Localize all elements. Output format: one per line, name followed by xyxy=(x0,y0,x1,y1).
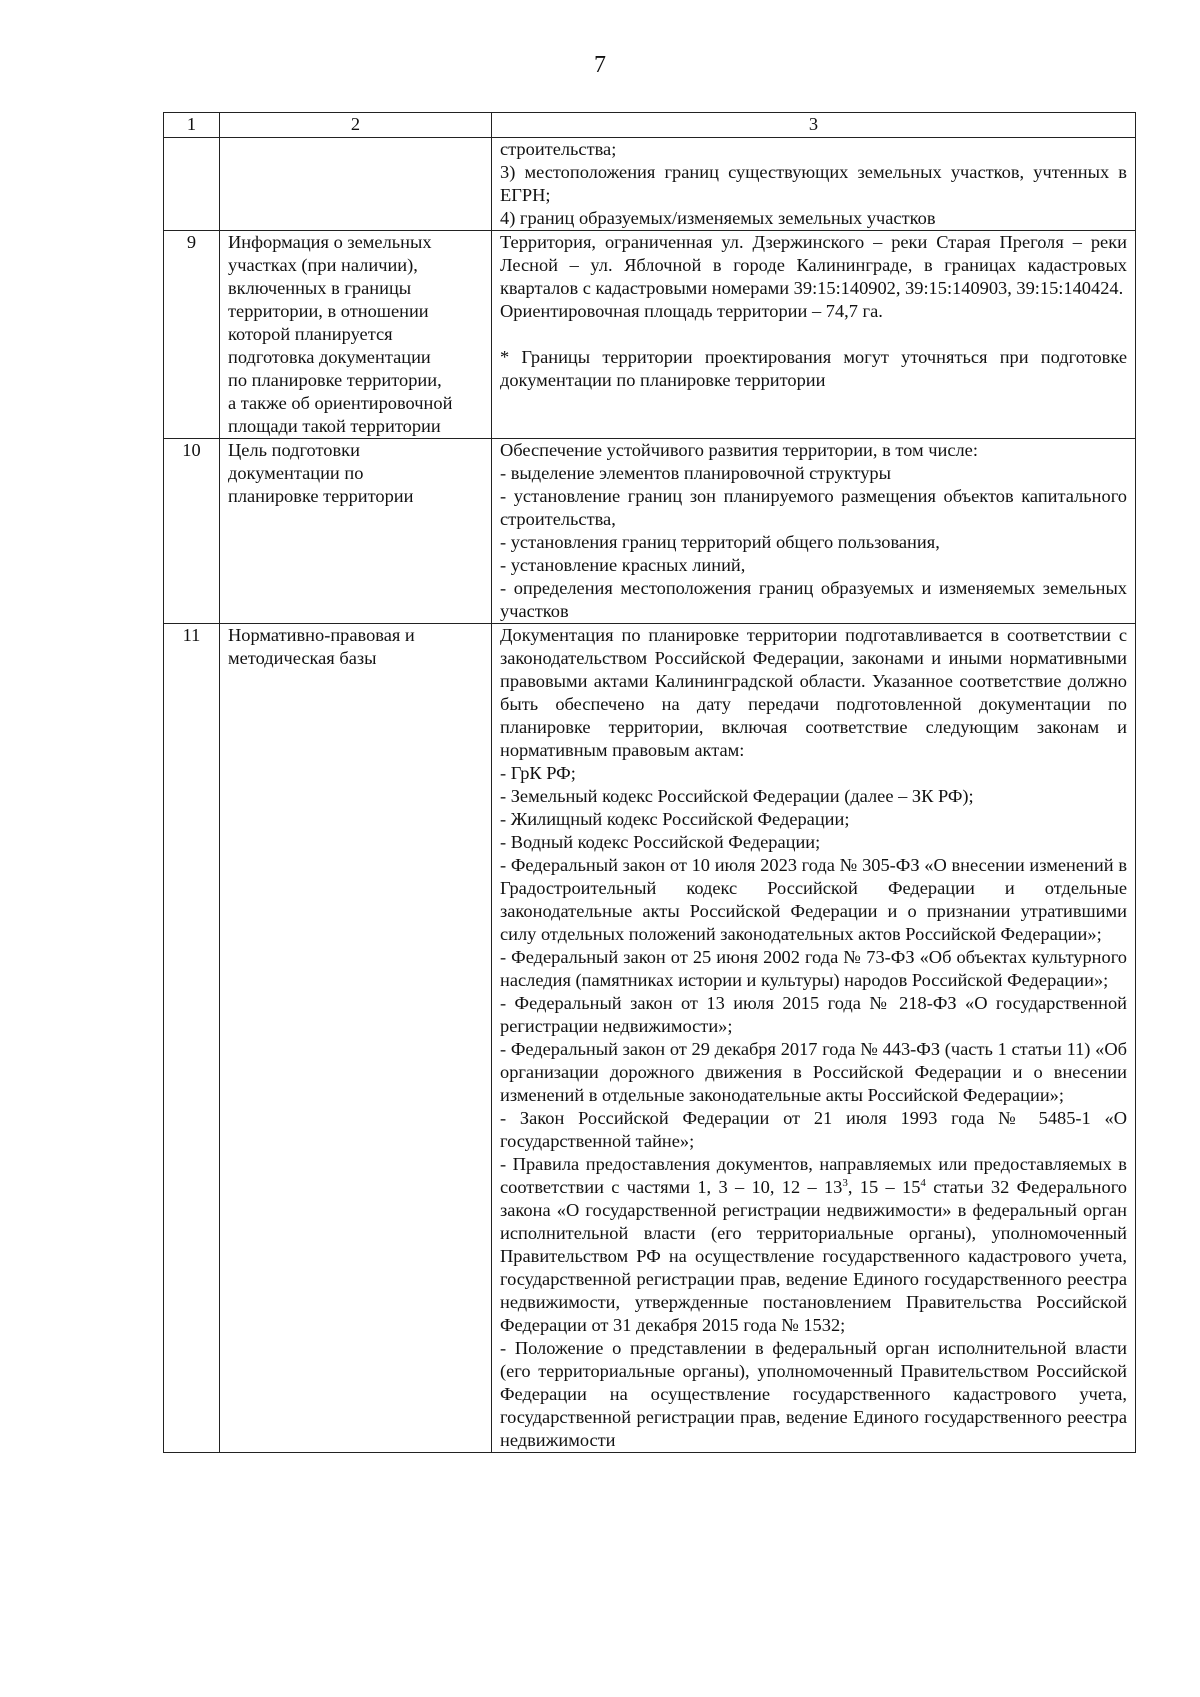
territory-note: * Границы территории проектирования могут уточняться при подготовке документации по планировке территории xyxy=(500,347,1127,390)
row-number: 10 xyxy=(164,439,220,624)
table-row-10 xyxy=(164,439,1136,624)
list-item: - выделение элементов планировочной структуры xyxy=(500,463,891,483)
page-number: 7 xyxy=(594,52,606,78)
row-content xyxy=(492,624,1136,1453)
row-content xyxy=(492,138,1136,231)
row-number: 11 xyxy=(164,624,220,1453)
list-item-rules: - Правила предоставления документов, направляемых или предоставляемых в соответствии с частями 1, 3 – 10, $12 - 13^3$, $15 - 15^4$ статьи 32 Федерального закона «О государственной регистрации недвижимости» в федеральный орган исполнительной власти (его территориальные органы), уполномоченный Правительством РФ на осуществление государственного кадастрового учета, государственной регистрации прав, ведение Единого государственного реестра недвижимости, утвержденные постановлением Правительства Российской Федерации от 31 декабря 2015 года № 1532; xyxy=(500,1154,1127,1335)
intro-paragraph: Документация по планировке территории подготавливается в соответствии с законодательством Российской Федерации, законами и иными нормативными правовыми актами Калининградской области. Указанное соответствие должно быть обеспечено на дату передачи подготовленной документации по планировке территории, включая соответствие следующим законам и нормативным правовым актам: xyxy=(500,625,1127,760)
document-table xyxy=(163,112,1136,1453)
list-item: - Федеральный закон от 13 июля 2015 года № 218-ФЗ «О государственной регистрации недвижимости»; xyxy=(500,993,1127,1036)
list-item: Обеспечение устойчивого развития территории, в том числе: xyxy=(500,440,978,460)
list-item: - определения местоположения границ образуемых и изменяемых земельных участков xyxy=(500,578,1127,621)
list-item: - Жилищный кодекс Российской Федерации; xyxy=(500,809,850,829)
table-row-continuation xyxy=(164,138,1136,231)
list-item: 4) границ образуемых/изменяемых земельных участков xyxy=(500,208,936,228)
row-label: Цель подготовки документации по планировке территории xyxy=(220,439,492,624)
row-number-empty xyxy=(164,138,220,231)
list-item: - Земельный кодекс Российской Федерации (далее – ЗК РФ); xyxy=(500,786,974,806)
list-item: - установления границ территорий общего пользования, xyxy=(500,532,940,552)
header-col-3: 3 xyxy=(492,113,1136,138)
list-item: строительства; xyxy=(500,139,617,159)
list-item: - установление красных линий, xyxy=(500,555,746,575)
row-content xyxy=(492,231,1136,439)
list-item: - Водный кодекс Российской Федерации; xyxy=(500,832,821,852)
list-item: - Федеральный закон от 25 июня 2002 года № 73-ФЗ «Об объектах культурного наследия (памятниках истории и культуры) народов Российской Федерации»; xyxy=(500,947,1127,990)
superscript: 4 xyxy=(920,1176,926,1189)
header-col-2: 2 xyxy=(220,113,492,138)
row-label: Нормативно-правовая и методическая базы xyxy=(220,624,492,1453)
superscript: 3 xyxy=(842,1176,848,1189)
list-item: - Закон Российской Федерации от 21 июля 1993 года № 5485-1 «О государственной тайне»; xyxy=(500,1108,1127,1151)
list-item: - Положение о представлении в федеральный орган исполнительной власти (его территориальные органы), уполномоченный Правительством Российской Федерации на осуществление государственного кадастрового учета, государственной регистрации прав, ведение Единого государственного реестра недвижимости xyxy=(500,1338,1127,1450)
territory-description: Территория, ограниченная ул. Дзержинского – реки Старая Преголя – реки Лесной – ул. Яблочной в городе Калининграде, в границах кадастровых кварталов с кадастровыми номерами 39:15:140902, 39:15:140903, 39:15:140424. xyxy=(500,232,1127,298)
table-header-row xyxy=(164,113,1136,138)
list-item: - Федеральный закон от 10 июля 2023 года № 305-ФЗ «О внесении изменений в Градостроительный кодекс Российской Федерации и отдельные законодательные акты Российской Федерации и о признании утратившими силу отдельных положений законодательных актов Российской Федерации»; xyxy=(500,855,1127,944)
row-label: Информация о земельных участках (при наличии), включенных в границы территории, в отношении которой планируется подготовка документации по планировке территории, а также об ориентировочной площади такой территории xyxy=(220,231,492,439)
list-item: 3) местоположения границ существующих земельных участков, учтенных в ЕГРН; xyxy=(500,162,1127,205)
list-item: - ГрК РФ; xyxy=(500,763,576,783)
table-row-11 xyxy=(164,624,1136,1453)
row-label-empty xyxy=(220,138,492,231)
row-number: 9 xyxy=(164,231,220,439)
table-row-9 xyxy=(164,231,1136,439)
list-item: - установление границ зон планируемого размещения объектов капитального строительства, xyxy=(500,486,1127,529)
row-content xyxy=(492,439,1136,624)
territory-area: Ориентировочная площадь территории – 74,7 га. xyxy=(500,301,883,321)
header-col-1: 1 xyxy=(164,113,220,138)
list-item: - Федеральный закон от 29 декабря 2017 года № 443-ФЗ (часть 1 статьи 11) «Об организации дорожного движения в Российской Федерации и о внесении изменений в отдельные законодательные акты Российской Федерации»; xyxy=(500,1039,1127,1105)
